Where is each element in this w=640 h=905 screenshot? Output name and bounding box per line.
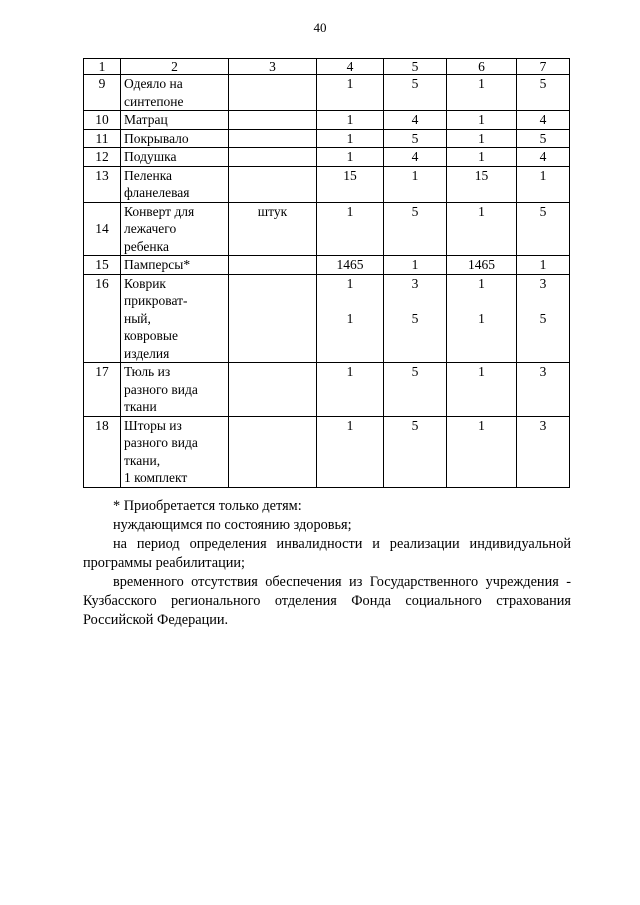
value-cell	[317, 129, 384, 148]
value-cell	[447, 148, 517, 167]
item-name-line: Памперсы*	[124, 257, 191, 272]
unit-cell	[229, 363, 317, 417]
unit-cell	[229, 129, 317, 148]
value-cell	[317, 416, 384, 487]
item-name-line: ный,	[124, 310, 151, 326]
item-name-line: ткани,	[124, 452, 161, 468]
value-line: 3	[539, 275, 547, 291]
value-line: 1	[346, 275, 354, 291]
value-line: 5	[539, 310, 547, 326]
item-name-line: Одеяло на	[124, 76, 183, 91]
item-name	[121, 111, 229, 130]
item-name-line: изделия	[124, 345, 170, 361]
value-cell	[384, 202, 447, 256]
column-header: 1	[84, 59, 121, 75]
row-number: 15	[84, 256, 121, 275]
value-cell	[317, 75, 384, 111]
value-cell	[447, 75, 517, 111]
row-number: 16	[84, 274, 121, 363]
column-header: 3	[229, 59, 317, 75]
value-line: 1	[539, 167, 547, 183]
value-line: 5	[539, 130, 547, 146]
table-row	[84, 148, 570, 167]
value-cell	[447, 111, 517, 130]
value-line: 5	[411, 364, 419, 379]
table-row	[84, 274, 570, 363]
value-cell	[517, 202, 570, 256]
value-cell	[384, 274, 447, 363]
column-header: 2	[121, 59, 229, 75]
value-cell	[447, 416, 517, 487]
supplies-table	[83, 58, 570, 488]
item-name	[121, 274, 229, 363]
value-line: 3	[411, 275, 419, 291]
value-cell	[317, 148, 384, 167]
value-cell	[447, 129, 517, 148]
value-line: 1	[346, 112, 354, 127]
value-line: 1	[478, 130, 485, 146]
item-name	[121, 202, 229, 256]
value-cell	[384, 129, 447, 148]
value-cell	[447, 274, 517, 363]
footnote-line: временного отсутствия обеспечения из Государственного учреждения - Кузбасского регионального отделения Фонда социального страхования Российской Федерации.	[83, 574, 571, 628]
value-line: 1	[478, 203, 485, 219]
row-number: 12	[84, 148, 121, 167]
column-header: 7	[517, 59, 570, 75]
value-line: 1	[411, 257, 419, 272]
table-row	[84, 202, 570, 256]
table-row	[84, 166, 570, 202]
item-name	[121, 75, 229, 111]
value-cell	[517, 75, 570, 111]
item-name-line: прикроват-	[124, 293, 188, 308]
item-name-line: разного вида	[124, 381, 198, 397]
value-line: 4	[539, 149, 547, 164]
row-number: 11	[84, 129, 121, 148]
item-name	[121, 166, 229, 202]
value-line: 15	[474, 167, 489, 183]
value-line	[450, 292, 513, 310]
value-cell	[317, 111, 384, 130]
value-line: 1	[478, 417, 485, 433]
value-line: 1	[478, 275, 485, 291]
item-name-line: Покрывало	[124, 130, 189, 146]
unit-cell	[229, 166, 317, 202]
item-name	[121, 129, 229, 148]
value-line: 1	[346, 417, 354, 433]
value-line: 5	[411, 310, 419, 326]
value-cell	[317, 274, 384, 363]
value-line	[320, 292, 380, 310]
row-number: 14	[84, 202, 121, 256]
value-cell	[447, 363, 517, 417]
column-header: 4	[317, 59, 384, 75]
item-name-line: Подушка	[124, 149, 177, 164]
item-name-line: ковровые	[124, 328, 178, 343]
table-header-row	[84, 59, 570, 75]
value-line: 1	[346, 310, 354, 326]
item-name-line: фланелевая	[124, 185, 190, 200]
row-number: 13	[84, 166, 121, 202]
value-line: 1	[539, 257, 547, 272]
item-name-line: Конверт для	[124, 203, 195, 219]
value-line	[520, 292, 566, 310]
item-name-line: Пеленка	[124, 167, 173, 183]
value-cell	[517, 111, 570, 130]
value-line: 5	[411, 76, 419, 91]
item-name-line: ткани	[124, 399, 157, 414]
value-cell	[517, 148, 570, 167]
value-cell	[317, 256, 384, 275]
row-number: 17	[84, 363, 121, 417]
unit-cell	[229, 111, 317, 130]
table-row	[84, 416, 570, 487]
column-header: 5	[384, 59, 447, 75]
value-line: 5	[411, 417, 419, 433]
value-cell	[384, 75, 447, 111]
footnote-line: * Приобретается только детям:	[113, 498, 302, 514]
item-name-line: ребенка	[124, 238, 169, 254]
value-cell	[447, 256, 517, 275]
unit-cell	[229, 416, 317, 487]
value-cell	[517, 166, 570, 202]
value-line: 4	[411, 149, 419, 164]
item-name-line: Коврик	[124, 275, 166, 291]
item-name-line: синтепоне	[124, 93, 184, 109]
value-line: 1	[478, 364, 485, 379]
column-header: 6	[447, 59, 517, 75]
value-line: 1	[346, 203, 354, 219]
value-line: 1	[346, 364, 354, 379]
value-line: 1	[478, 76, 485, 91]
value-cell	[384, 166, 447, 202]
item-name	[121, 416, 229, 487]
value-cell	[517, 274, 570, 363]
value-line	[387, 292, 443, 310]
table-row	[84, 75, 570, 111]
item-name-line: 1 комплект	[124, 470, 188, 485]
value-line: 1	[478, 149, 485, 164]
value-cell	[447, 202, 517, 256]
value-line: 1	[411, 167, 419, 183]
value-line: 1	[346, 130, 354, 146]
table-row	[84, 129, 570, 148]
value-cell	[384, 148, 447, 167]
unit-cell	[229, 75, 317, 111]
value-cell	[384, 256, 447, 275]
value-line: 4	[411, 112, 419, 127]
unit-cell	[229, 256, 317, 275]
value-line: 5	[539, 203, 547, 219]
unit-cell	[229, 148, 317, 167]
value-cell	[384, 111, 447, 130]
unit-cell	[229, 274, 317, 363]
item-name	[121, 148, 229, 167]
item-name-line: Шторы из	[124, 417, 182, 433]
value-cell	[317, 166, 384, 202]
value-line: 4	[539, 112, 547, 127]
value-cell	[517, 416, 570, 487]
value-line: 1	[478, 112, 485, 127]
row-number: 9	[84, 75, 121, 111]
value-line: 5	[411, 130, 419, 146]
value-line: 3	[539, 417, 547, 433]
item-name-line: Матрац	[124, 112, 168, 127]
value-cell	[517, 129, 570, 148]
footnotes	[83, 497, 571, 630]
value-cell	[384, 416, 447, 487]
value-line: 1465	[468, 257, 495, 272]
item-name-line: Тюль из	[124, 364, 171, 379]
value-cell	[384, 363, 447, 417]
item-name	[121, 256, 229, 275]
value-line: 5	[411, 203, 419, 219]
value-line: 1	[346, 76, 354, 91]
value-cell	[447, 166, 517, 202]
value-cell	[317, 202, 384, 256]
footnote-line: на период определения инвалидности и реализации индивидуальной программы реабилитации;	[83, 536, 571, 571]
footnote-line: нуждающимся по состоянию здоровья;	[113, 517, 352, 533]
table-row	[84, 363, 570, 417]
row-number: 10	[84, 111, 121, 130]
item-name	[121, 363, 229, 417]
row-number: 18	[84, 416, 121, 487]
value-cell	[317, 363, 384, 417]
page-number: 40	[313, 20, 327, 35]
value-line: 1	[346, 149, 354, 164]
value-line: 3	[539, 364, 547, 379]
item-name-line: разного вида	[124, 435, 198, 450]
table-row	[84, 111, 570, 130]
value-line: 1465	[336, 257, 364, 272]
unit-cell: штук	[229, 202, 317, 256]
table-row	[84, 256, 570, 275]
value-cell	[517, 363, 570, 417]
value-line: 5	[539, 76, 547, 91]
item-name-line: лежачего	[124, 221, 177, 236]
value-line: 1	[478, 310, 485, 326]
value-line: 15	[343, 167, 357, 183]
value-cell	[517, 256, 570, 275]
